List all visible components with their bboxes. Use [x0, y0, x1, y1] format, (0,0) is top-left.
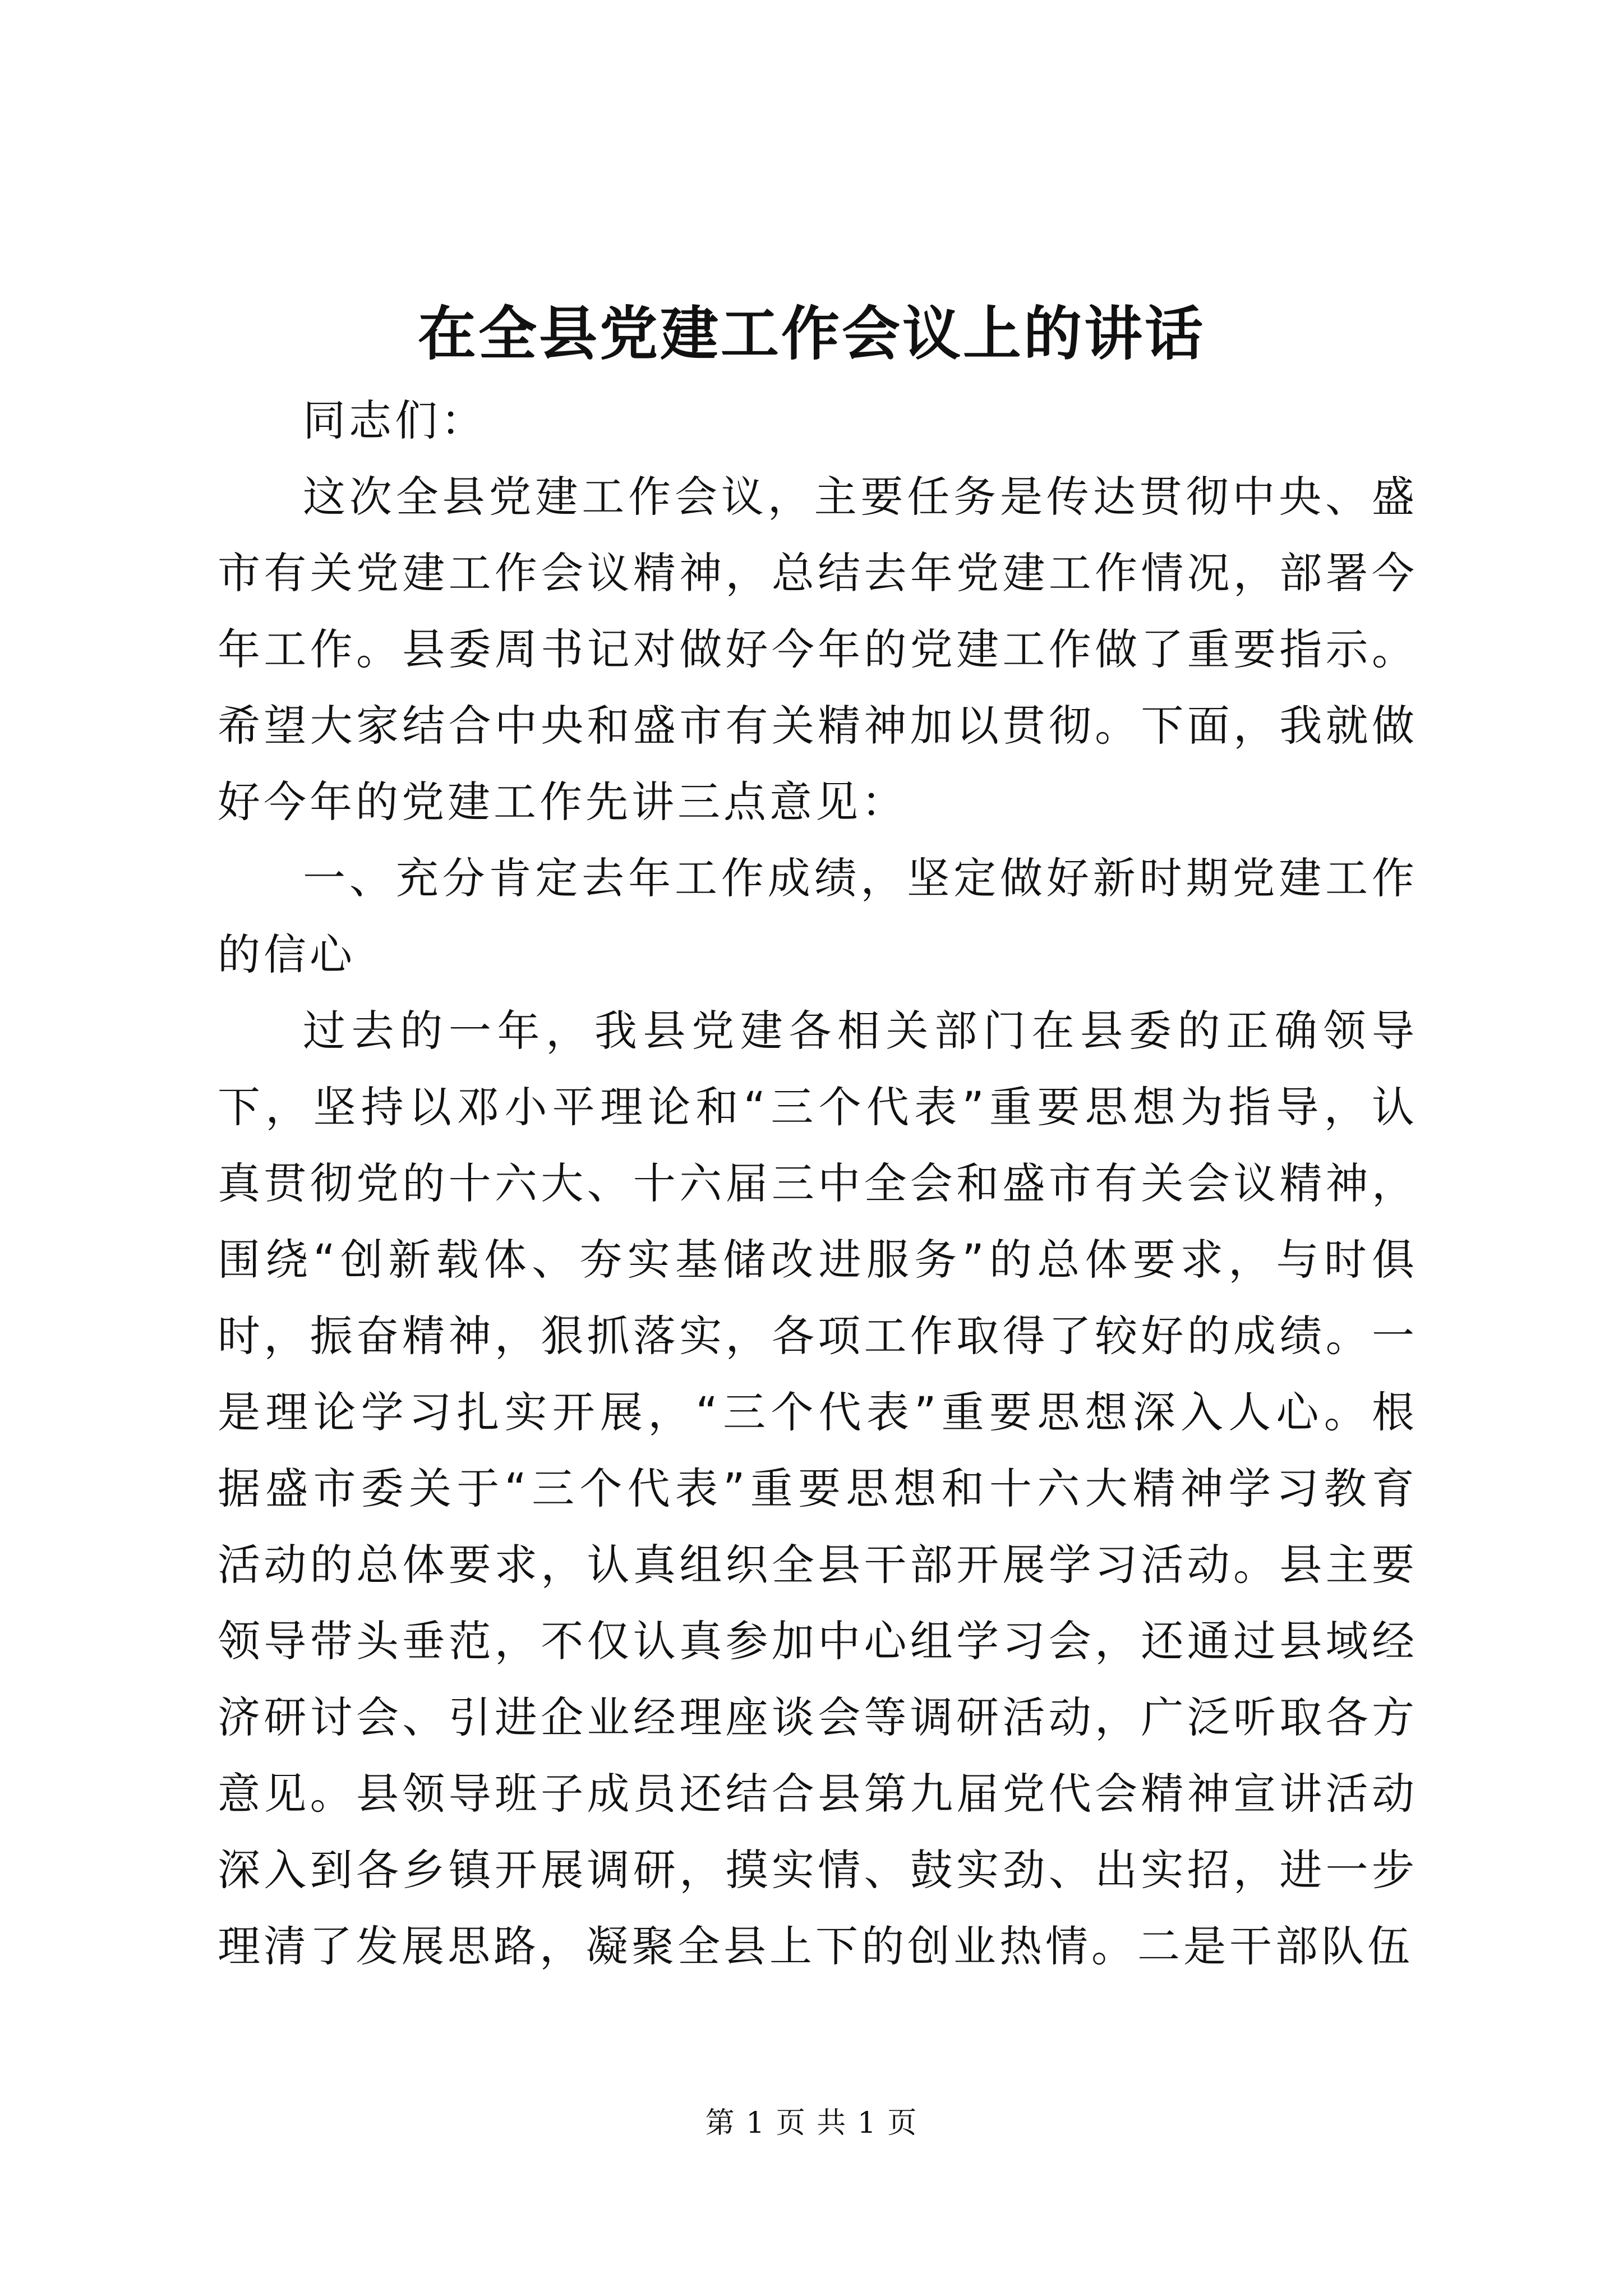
- intro-paragraph: 这次全县党建工作会议，主要任务是传达贯彻中央、盛市有关党建工作会议精神，总结去年党建工作情况，部署今年工作。县委周书记对做好今年的党建工作做了重要指示。希望大家结合中央和盛市有关精神加以贯彻。下面，我就做好今年的党建工作先讲三点意见：: [218, 472, 1418, 827]
- section-heading: 一、充分肯定去年工作成绩，坚定做好新时期党建工作的信心: [218, 853, 1418, 979]
- document-title: 在全县党建工作会议上的讲话: [417, 299, 1205, 368]
- page-footer: 第 1 页 共 1 页: [705, 2106, 918, 2140]
- document-body: [218, 383, 1418, 1985]
- body-paragraph: 过去的一年，我县党建各相关部门在县委的正确领导下，坚持以邓小平理论和“三个代表”重要思想为指导，认真贯彻党的十六大、十六届三中全会和盛市有关会议精神，围绕“创新载体、夯实基储改进服务”的总体要求，与时俱时，振奋精神，狠抓落实，各项工作取得了较好的成绩。一是理论学习扎实开展，“三个代表”重要思想深入人心。根据盛市委关于“三个代表”重要思想和十六大精神学习教育活动的总体要求，认真组织全县干部开展学习活动。县主要领导带头垂范，不仅认真参加中心组学习会，还通过县域经济研讨会、引进企业经理座谈会等调研活动，广泛听取各方意见。县领导班子成员还结合县第九届党代会精神宣讲活动深入到各乡镇开展调研，摸实情、鼓实劲、出实招，进一步理清了发展思路，凝聚全县上下的创业热情。二是干部队伍: [218, 1006, 1418, 1971]
- salutation-paragraph: 同志们：: [303, 395, 487, 445]
